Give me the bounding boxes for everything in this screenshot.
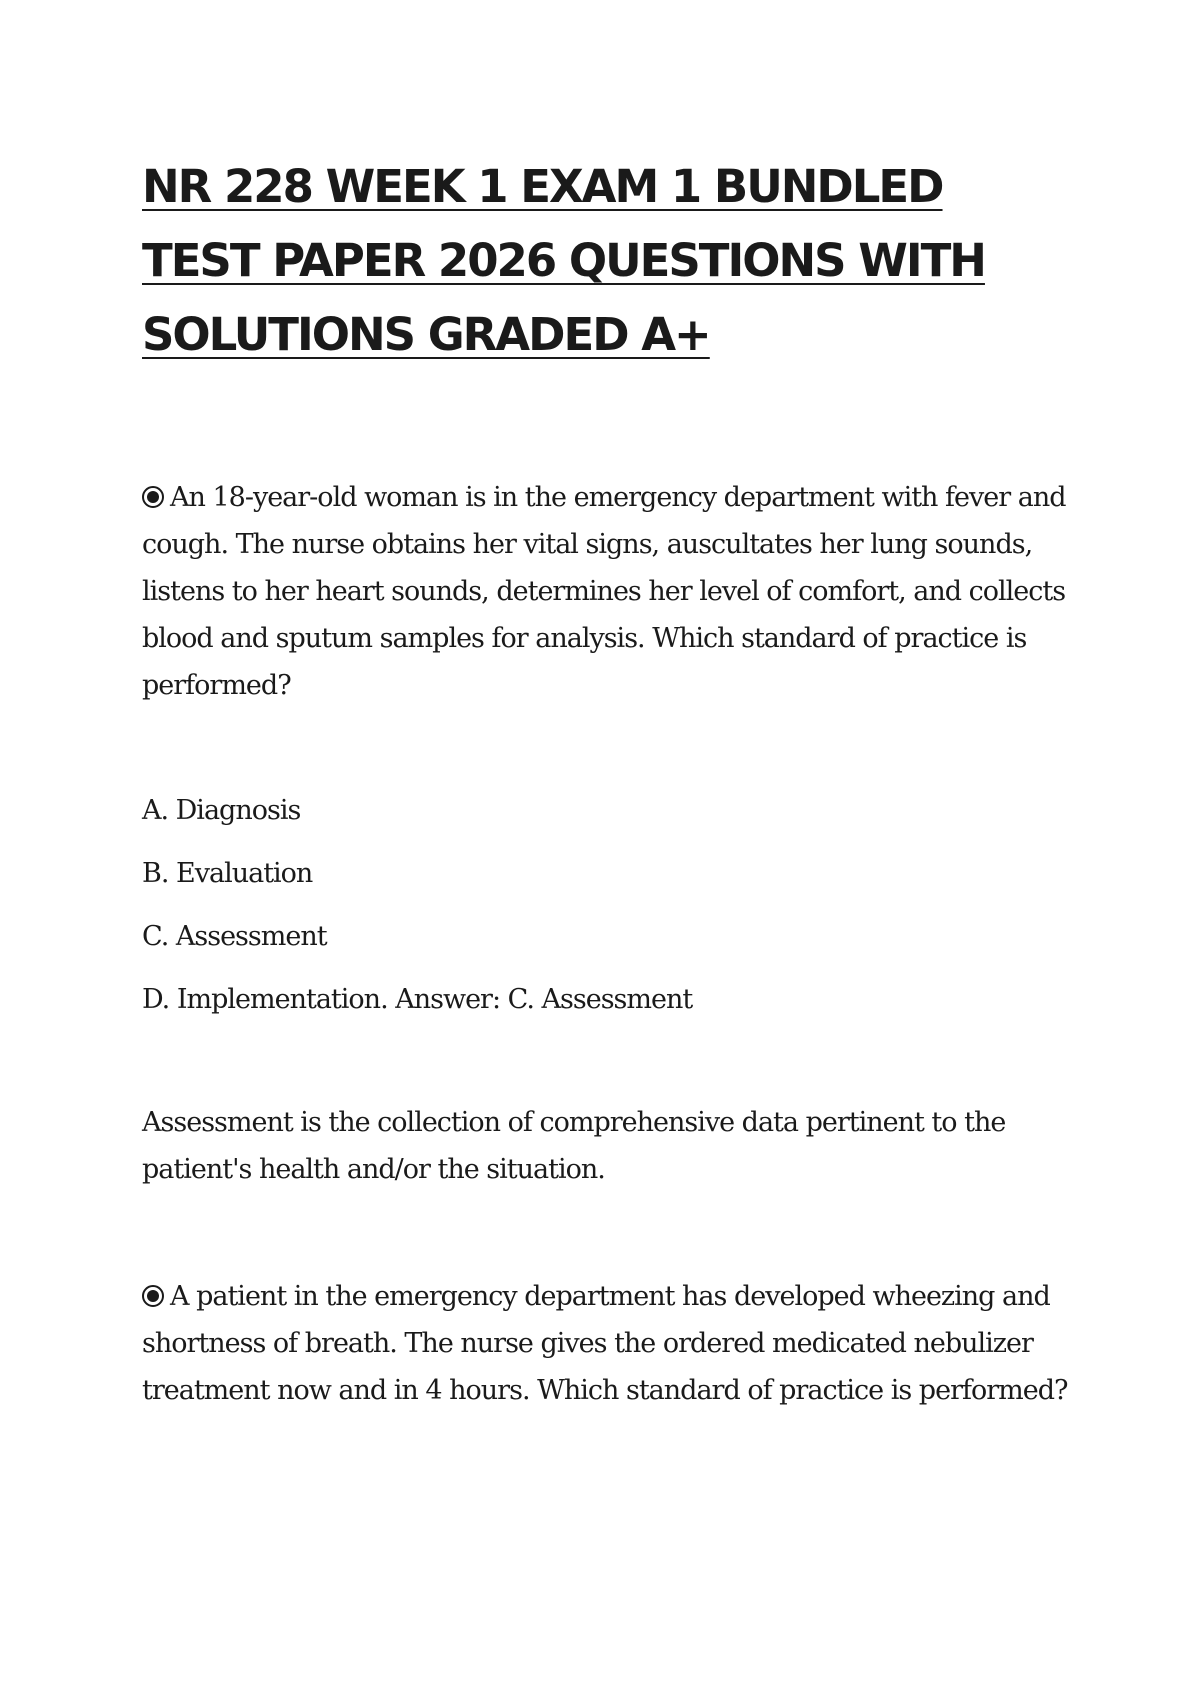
radio-bullet-icon — [142, 1285, 164, 1307]
option-c: C. Assessment — [142, 921, 327, 952]
question-1-options — [142, 779, 1072, 1031]
document-page — [142, 150, 1072, 1414]
question-2-text: A patient in the emergency department has developed wheezing and shortness of breath. The nurse gives the ordered medicated nebulizer treatment now and in 4 hours. Which standard of practice is performed? — [142, 1281, 1068, 1406]
question-1 — [142, 474, 1072, 709]
question-2 — [142, 1273, 1072, 1414]
document-title: NR 228 WEEK 1 EXAM 1 BUNDLED TEST PAPER 2026 QUESTIONS WITH SOLUTIONS GRADED A+ — [142, 160, 985, 361]
question-1-text: An 18-year-old woman is in the emergency department with fever and cough. The nurse obtains her vital signs, auscultates her lung sounds, listens to her heart sounds, determines her level of comfort, and collects blood and sputum samples for analysis. Which standard of practice is performed? — [142, 482, 1066, 701]
option-a: A. Diagnosis — [142, 795, 301, 826]
option-d-with-answer: D. Implementation. Answer: C. Assessment — [142, 984, 693, 1015]
question-1-rationale: Assessment is the collection of comprehensive data pertinent to the patient's health and/or the situation. — [142, 1107, 1006, 1185]
radio-bullet-icon — [142, 486, 164, 508]
option-b: B. Evaluation — [142, 858, 313, 889]
